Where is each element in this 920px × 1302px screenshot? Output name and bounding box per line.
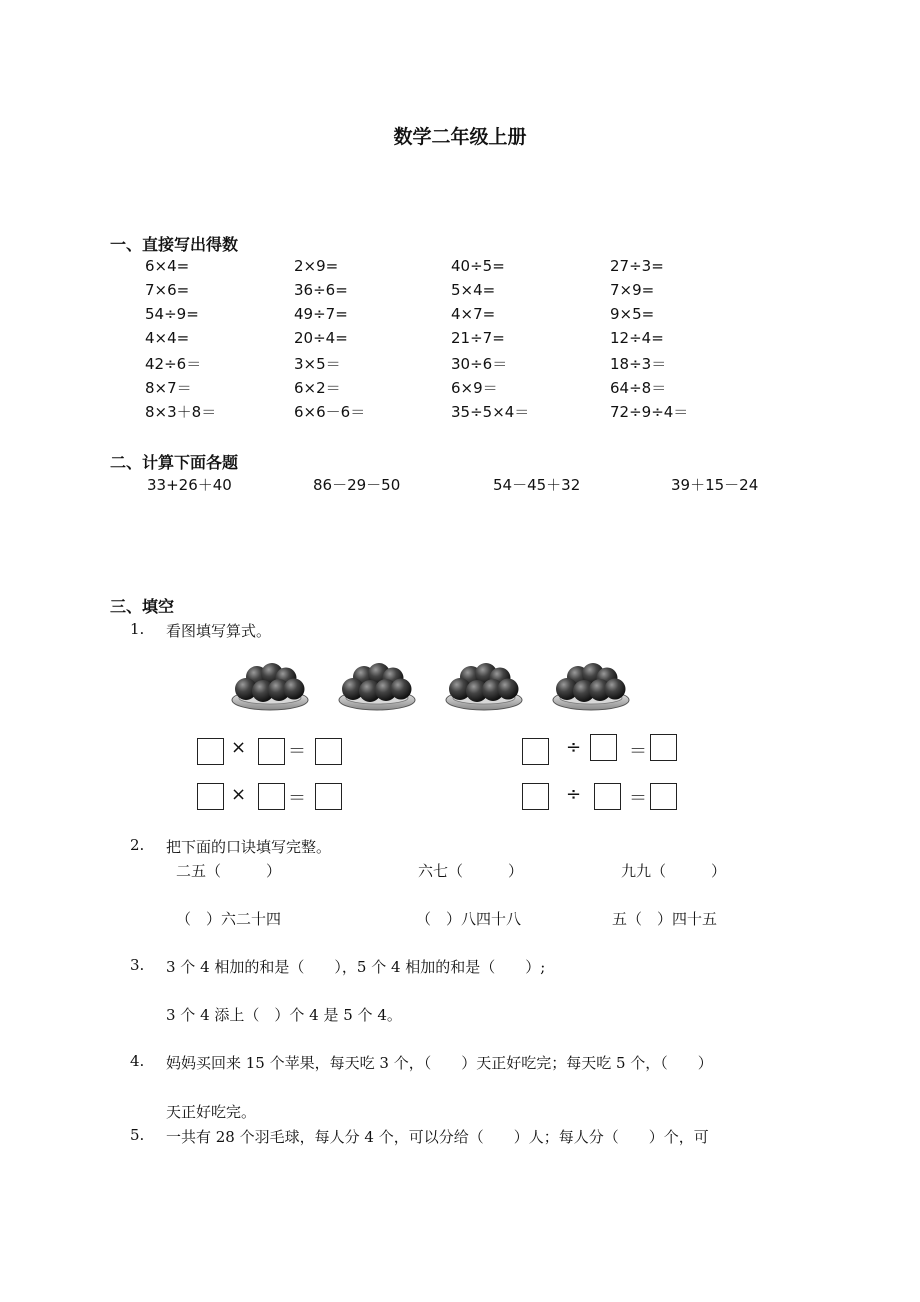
q2-number: 2.: [130, 836, 145, 854]
rhyme-blank: （ ）八四十八: [416, 910, 522, 928]
rhyme-blank: 六七（ ）: [418, 862, 524, 880]
calc-item: 86－29－50: [313, 476, 401, 494]
oral-calc-item: 9×5=: [610, 305, 655, 323]
oral-calc-item: 12÷4=: [610, 329, 664, 347]
fruit-plate-icon: [229, 660, 311, 714]
q3-line2: 3 个 4 添上（ ）个 4 是 5 个 4。: [166, 1006, 402, 1024]
oral-calc-item: 6×6－6＝: [294, 403, 366, 421]
answer-box[interactable]: [315, 783, 342, 810]
oral-calc-item: 21÷7=: [451, 329, 505, 347]
answer-box[interactable]: [594, 783, 621, 810]
oral-calc-item: 6×4=: [145, 257, 190, 275]
oral-calc-item: 40÷5=: [451, 257, 505, 275]
equals-sign: ＝: [288, 788, 306, 809]
oral-calc-item: 6×2＝: [294, 379, 341, 397]
calc-item: 39＋15－24: [671, 476, 759, 494]
oral-calc-item: 72÷9÷4＝: [610, 403, 689, 421]
equals-sign: ＝: [288, 741, 306, 762]
oral-calc-item: 49÷7=: [294, 305, 348, 323]
oral-calc-item: 42÷6＝: [145, 355, 202, 373]
page-title: 数学二年级上册: [393, 126, 527, 148]
section2-heading: 二、计算下面各题: [110, 453, 239, 472]
equals-sign: ＝: [629, 788, 647, 809]
q4-line2: 天正好吃完。: [166, 1103, 257, 1121]
calc-item: 54－45＋32: [493, 476, 581, 494]
oral-calc-item: 54÷9=: [145, 305, 199, 323]
equals-sign: ＝: [629, 741, 647, 762]
fruit-plate-icon: [443, 660, 525, 714]
answer-box[interactable]: [315, 738, 342, 765]
q1-text: 看图填写算式。: [166, 622, 272, 640]
q2-text: 把下面的口诀填写完整。: [166, 838, 332, 856]
answer-box[interactable]: [258, 783, 285, 810]
times-sign: ×: [231, 784, 247, 805]
times-sign: ×: [231, 737, 247, 758]
oral-calc-item: 27÷3=: [610, 257, 664, 275]
oral-calc-item: 35÷5×4＝: [451, 403, 530, 421]
oral-calc-item: 3×5＝: [294, 355, 341, 373]
oral-calc-item: 30÷6＝: [451, 355, 508, 373]
oral-calc-item: 5×4=: [451, 281, 496, 299]
oral-calc-item: 7×9=: [610, 281, 655, 299]
oral-calc-item: 2×9=: [294, 257, 339, 275]
oral-calc-item: 6×9＝: [451, 379, 498, 397]
oral-calc-item: 8×3＋8＝: [145, 403, 217, 421]
answer-box[interactable]: [197, 738, 224, 765]
rhyme-blank: 五（ ）四十五: [612, 910, 718, 928]
divide-sign: ÷: [566, 737, 582, 758]
oral-calc-item: 18÷3＝: [610, 355, 667, 373]
calc-item: 33+26＋40: [147, 476, 232, 494]
answer-box[interactable]: [258, 738, 285, 765]
q1-number: 1.: [130, 620, 145, 638]
fruit-plate-icon: [550, 660, 632, 714]
answer-box[interactable]: [650, 783, 677, 810]
fruit-plate-icon: [336, 660, 418, 714]
q3-line1: 3 个 4 相加的和是（ ），5 个 4 相加的和是（ ）;: [166, 958, 546, 976]
oral-calc-item: 4×4=: [145, 329, 190, 347]
divide-sign: ÷: [566, 784, 582, 805]
q4-line1: 妈妈买回来 15 个苹果，每天吃 3 个，（ ）天正好吃完；每天吃 5 个，（ ）: [166, 1054, 713, 1072]
oral-calc-item: 8×7＝: [145, 379, 192, 397]
q5-line1: 一共有 28 个羽毛球，每人分 4 个，可以分给（ ）人；每人分（ ）个，可: [166, 1128, 709, 1146]
rhyme-blank: 九九（ ）: [621, 862, 727, 880]
oral-calc-item: 64÷8＝: [610, 379, 667, 397]
oral-calc-item: 7×6=: [145, 281, 190, 299]
answer-box[interactable]: [522, 783, 549, 810]
answer-box[interactable]: [197, 783, 224, 810]
oral-calc-item: 20÷4=: [294, 329, 348, 347]
answer-box[interactable]: [590, 734, 617, 761]
rhyme-blank: 二五（ ）: [176, 862, 282, 880]
answer-box[interactable]: [522, 738, 549, 765]
oral-calc-item: 4×7=: [451, 305, 496, 323]
q3-number: 3.: [130, 956, 145, 974]
q5-number: 5.: [130, 1126, 145, 1144]
section1-heading: 一、直接写出得数: [110, 235, 239, 254]
section3-heading: 三、填空: [110, 597, 175, 616]
oral-calc-item: 36÷6=: [294, 281, 348, 299]
rhyme-blank: （ ）六二十四: [176, 910, 282, 928]
answer-box[interactable]: [650, 734, 677, 761]
q4-number: 4.: [130, 1052, 145, 1070]
